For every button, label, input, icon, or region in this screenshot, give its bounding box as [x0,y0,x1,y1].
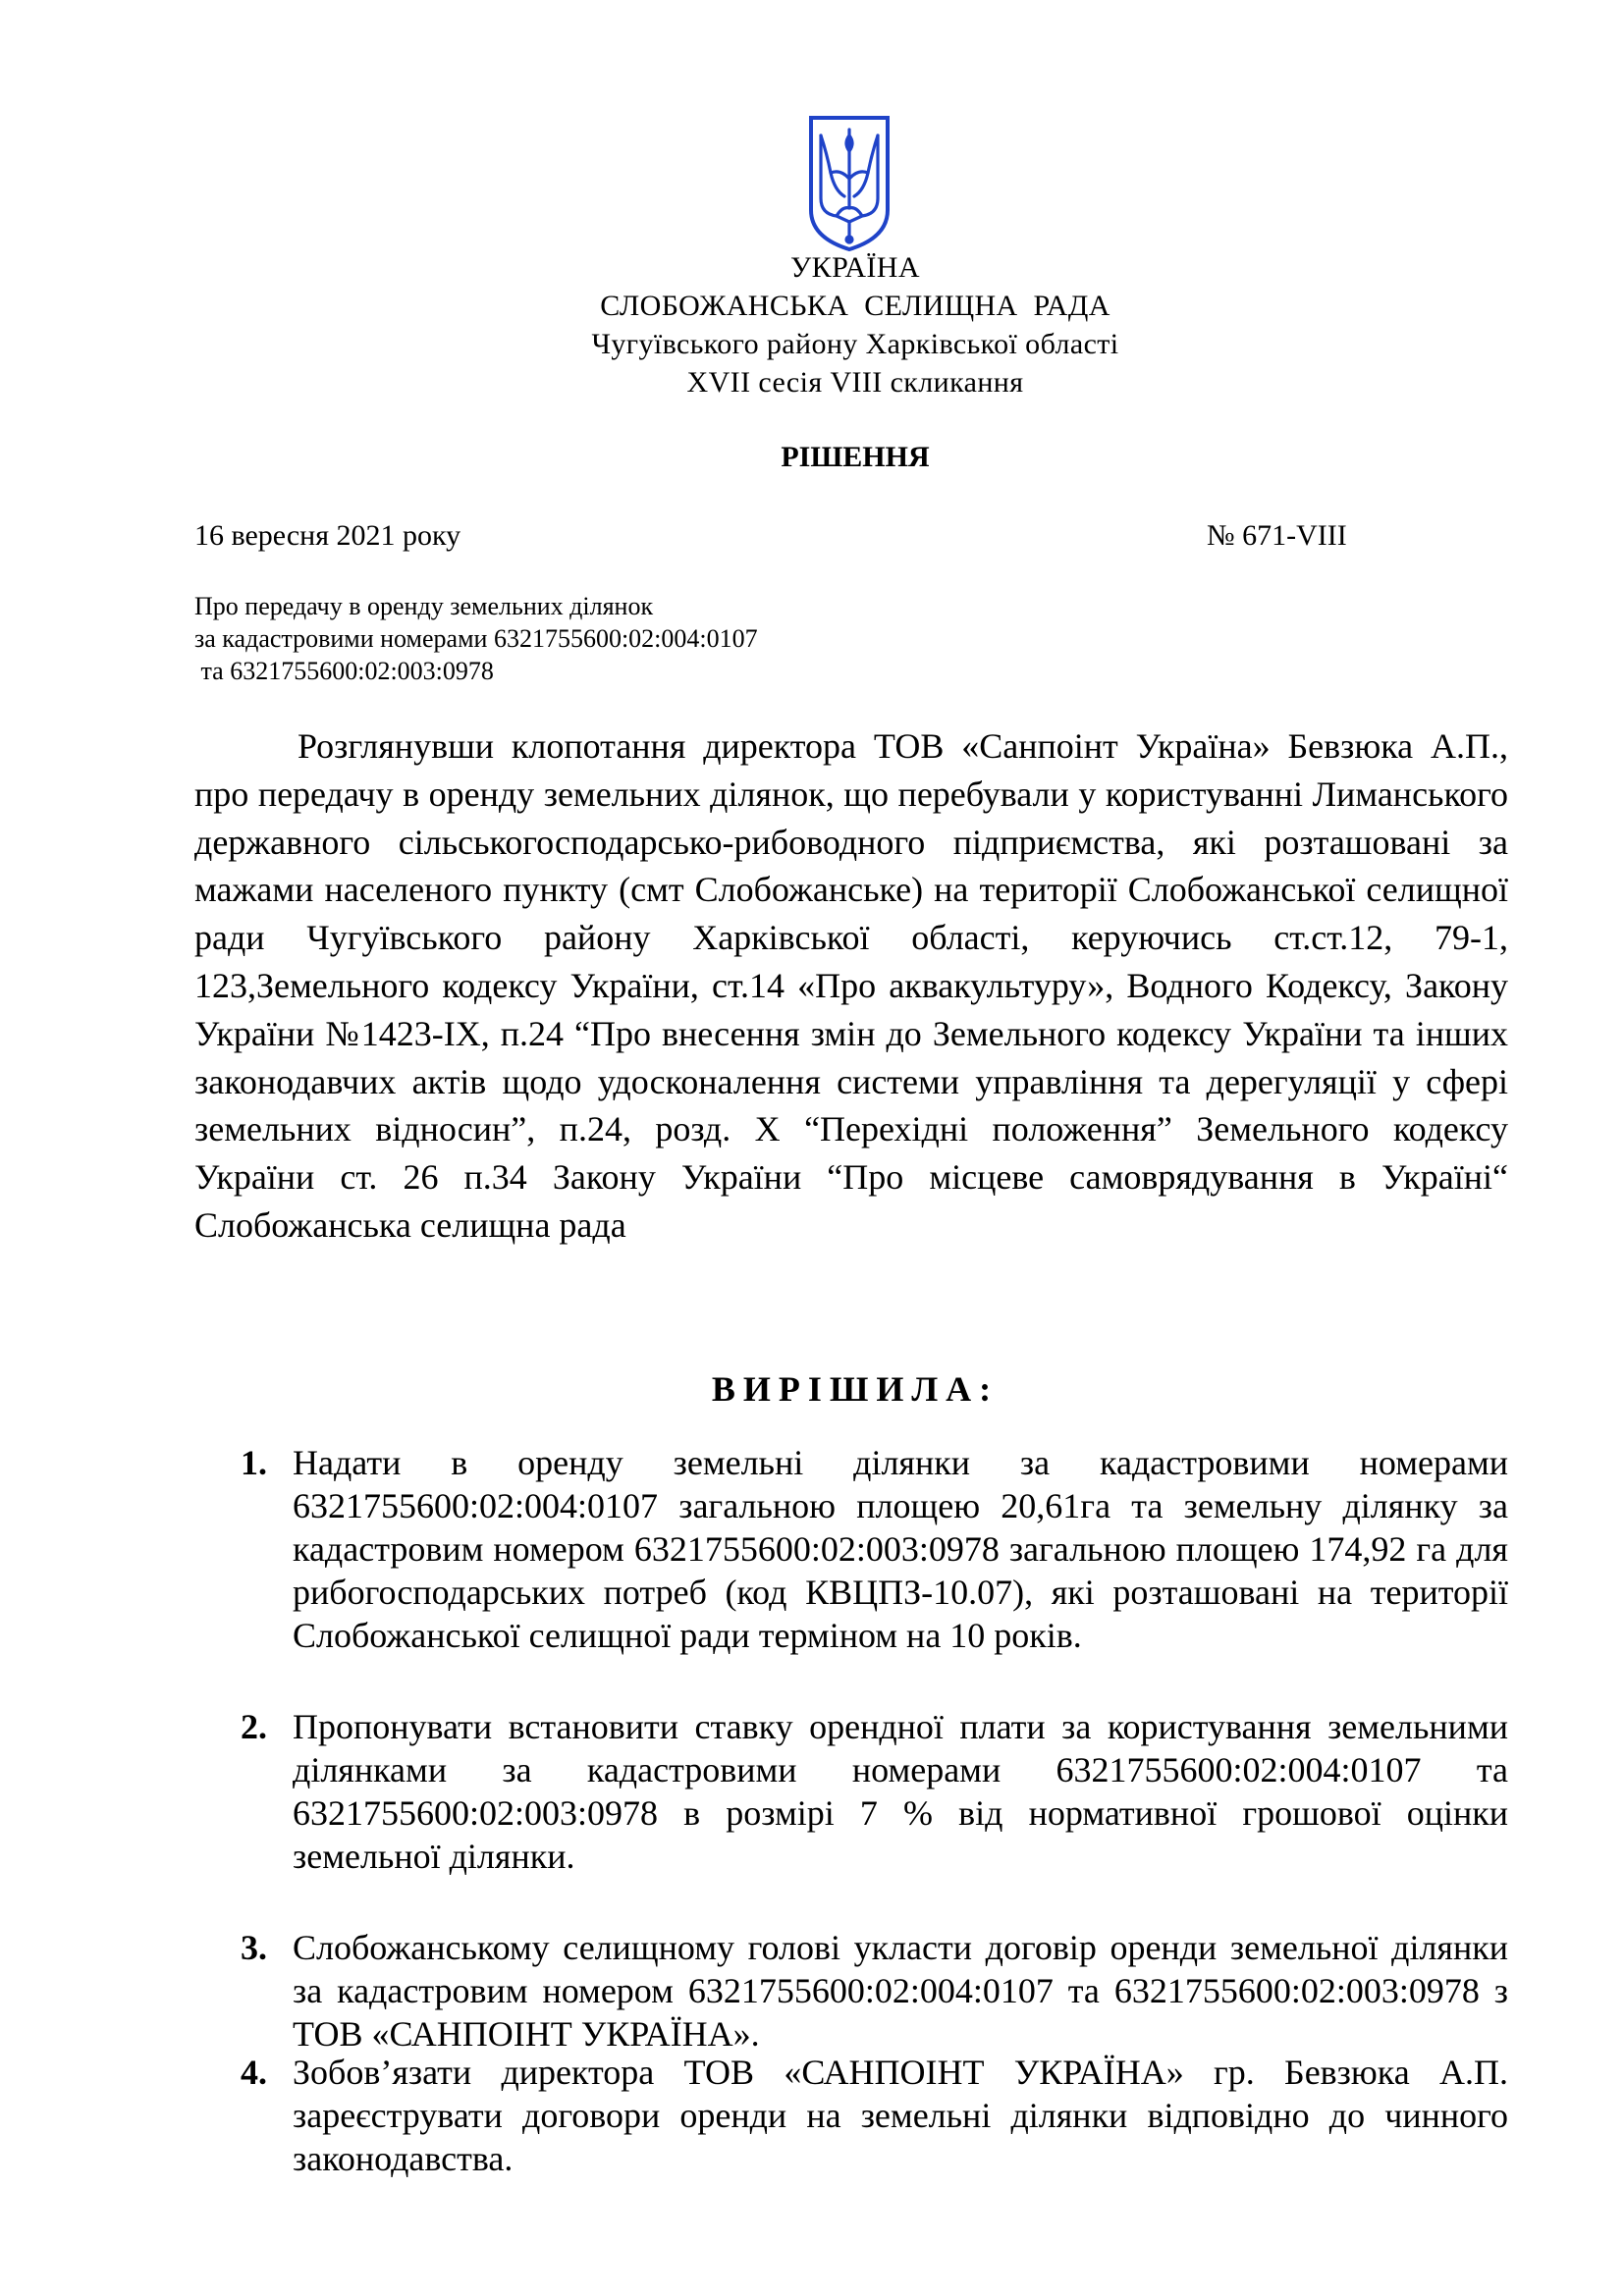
decision-date: 16 вересня 2021 року [194,519,461,552]
resolution-item-1 [241,1441,1508,1657]
coat-of-arms-emblem [807,114,892,253]
item-number: 1. [241,1443,267,1482]
district-name: Чугуївського району Харківської області [591,328,1119,360]
decision-subject [194,590,758,687]
item-text: Зобов’язати директора ТОВ «САНПОІНТ УКРАЇНА» гр. Бевзюка А.П. зареєструвати договори оренди на земельні ділянки відповідно до чинного законодавства. [293,2053,1508,2178]
country-name: УКРАЇНА [790,251,920,284]
resolution-item-3 [241,1926,1508,2056]
item-text: Надати в оренду земельні ділянки за кадастровими номерами 6321755600:02:004:0107 загальною площею 20,61га та земельну ділянку за кадастровим номером 6321755600:02:003:0978 загальною площею 174,92 га для рибогосподарських потреб (код КВЦПЗ-10.07), які розташовані на території Слобожанської селищної ради терміном на 10 років. [293,1443,1508,1655]
decision-number: № 671-VIII [1207,519,1347,552]
council-name: СЛОБОЖАНСЬКА СЕЛИЩНА РАДА [600,290,1110,322]
resolved-heading: ВИРІШИЛА: [711,1369,1000,1409]
item-number: 3. [241,1928,267,1967]
resolution-item-2 [241,1705,1508,1878]
subject-line-1: Про передачу в оренду земельних ділянок [194,592,654,620]
item-number: 2. [241,1707,267,1746]
item-number: 4. [241,2053,267,2092]
subject-line-2: за кадастровими номерами 6321755600:02:004:0107 [194,624,758,653]
resolution-item-4 [241,2051,1508,2180]
session-name: XVII сесія VIII скликання [686,366,1024,399]
item-text: Слобожанському селищному голові укласти договір оренди земельної ділянки за кадастровим номером 6321755600:02:004:0107 та 6321755600:02:003:0978 з ТОВ «САНПОІНТ УКРАЇНА». [293,1928,1508,2054]
preamble-paragraph: Розглянувши клопотання директора ТОВ «Санпоінт Україна» Бевзюка А.П., про передачу в оренду земельних ділянок, що перебували у користуванні Лиманського державного сільськогосподарсько-рибоводного підприємства, які розташовані за мажами населеного пункту (смт Слобожанське) на території Слобожанської селищної ради Чугуївського району Харківської області, керуючись ст.ст.12, 79-1, 123,Земельного кодексу України, ст.14 «Про аквакультуру», Водного Кодексу, Закону України №1423-IX, п.24 “Про внесення змін до Земельного кодексу України та інших законодавчих актів щодо удосконалення системи управління та дерегуляції у сфері земельних відносин”, п.24, розд. X “Перехідні положення” Земельного кодексу України ст. 26 п.34 Закону України “Про місцеве самоврядування в Україні“ Слобожанська селищна рада [194,726,1508,1245]
subject-line-3: та 6321755600:02:003:0978 [194,657,494,685]
item-text: Пропонувати встановити ставку орендної плати за користування земельними ділянками за кадастровими номерами 6321755600:02:004:0107 та 6321755600:02:003:0978 в розмірі 7 % від нормативної грошової оцінки земельної ділянки. [293,1707,1508,1876]
document-type-title: РІШЕННЯ [781,441,930,473]
